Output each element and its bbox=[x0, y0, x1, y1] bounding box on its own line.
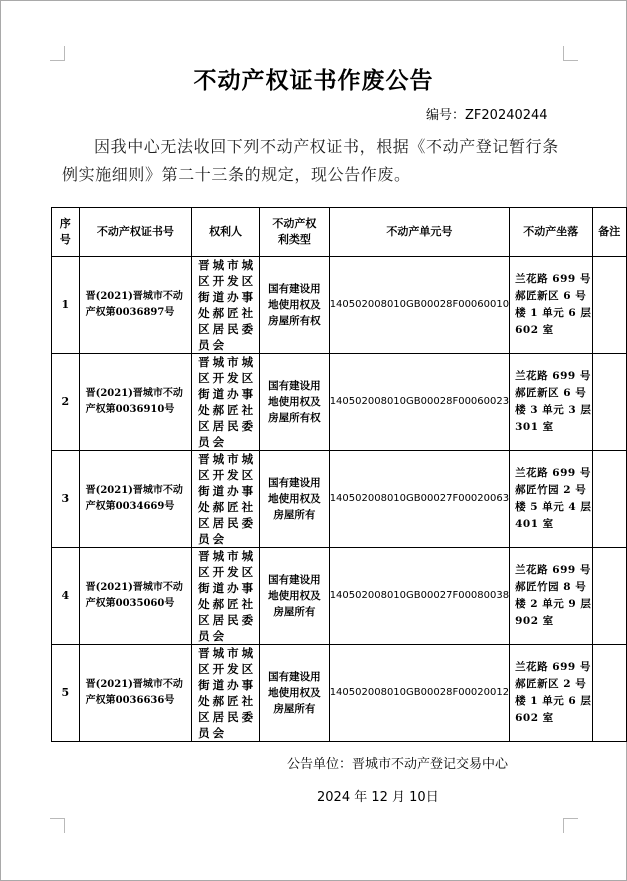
cell-seq: 2 bbox=[52, 354, 80, 451]
cell-unit-no: 140502008010GB00027F00080038 bbox=[329, 548, 509, 645]
crop-mark-top-right bbox=[563, 46, 578, 61]
document-number bbox=[426, 104, 548, 123]
cell-cert: 晋(2021)晋城市不动产权第0036910号 bbox=[79, 354, 192, 451]
issue-date: 2024 年 12 月 10日 bbox=[317, 790, 439, 805]
cell-cert: 晋(2021)晋城市不动产权第0036897号 bbox=[79, 257, 192, 354]
cell-unit-no: 140502008010GB00027F00020063 bbox=[329, 451, 509, 548]
table-header-row bbox=[52, 208, 627, 257]
table-row bbox=[52, 451, 627, 548]
cell-holder: 晋城市城区开发区街道办事处郝匠社区居民委员会 bbox=[192, 354, 260, 451]
cell-remark bbox=[592, 451, 627, 548]
cell-location: 兰花路 699 号郝匠新区 6 号楼 1 单元 6 层 602 室 bbox=[510, 257, 592, 354]
cell-right-type: 国有建设用地使用权及房屋所有权 bbox=[259, 257, 329, 354]
cell-holder: 晋城市城区开发区街道办事处郝匠社区居民委员会 bbox=[192, 548, 260, 645]
issuing-organization: 公告单位：晋城市不动产登记交易中心 bbox=[287, 757, 509, 772]
certificate-table bbox=[51, 207, 627, 742]
header-seq: 序号 bbox=[52, 208, 80, 257]
cell-holder: 晋城市城区开发区街道办事处郝匠社区居民委员会 bbox=[192, 451, 260, 548]
crop-mark-bottom-left bbox=[50, 818, 65, 833]
cell-seq: 1 bbox=[52, 257, 80, 354]
table-row bbox=[52, 645, 627, 742]
cell-right-type: 国有建设用地使用权及房屋所有 bbox=[259, 451, 329, 548]
cell-cert: 晋(2021)晋城市不动产权第0034669号 bbox=[79, 451, 192, 548]
cell-location: 兰花路 699 号郝匠新区 6 号楼 3 单元 3 层 301 室 bbox=[510, 354, 592, 451]
cell-cert: 晋(2021)晋城市不动产权第0036636号 bbox=[79, 645, 192, 742]
document-number-label: 编号： bbox=[426, 108, 466, 123]
cell-holder: 晋城市城区开发区街道办事处郝匠社区居民委员会 bbox=[192, 257, 260, 354]
header-remark: 备注 bbox=[592, 208, 627, 257]
cell-seq: 3 bbox=[52, 451, 80, 548]
cell-remark bbox=[592, 548, 627, 645]
cell-remark bbox=[592, 354, 627, 451]
cell-cert: 晋(2021)晋城市不动产权第0035060号 bbox=[79, 548, 192, 645]
document-number-value: ZF20240244 bbox=[465, 108, 548, 123]
cell-holder: 晋城市城区开发区街道办事处郝匠社区居民委员会 bbox=[192, 645, 260, 742]
cell-right-type: 国有建设用地使用权及房屋所有权 bbox=[259, 354, 329, 451]
cell-right-type: 国有建设用地使用权及房屋所有 bbox=[259, 645, 329, 742]
table-row bbox=[52, 257, 627, 354]
cell-right-type: 国有建设用地使用权及房屋所有 bbox=[259, 548, 329, 645]
table-row bbox=[52, 354, 627, 451]
cell-seq: 4 bbox=[52, 548, 80, 645]
page-title: 不动产权证书作废公告 bbox=[193, 68, 434, 94]
cell-location: 兰花路 699 号郝匠新区 2 号楼 1 单元 6 层 602 室 bbox=[510, 645, 592, 742]
cell-location: 兰花路 699 号郝匠竹园 2 号楼 5 单元 4 层 401 室 bbox=[510, 451, 592, 548]
header-holder: 权利人 bbox=[192, 208, 260, 257]
cell-unit-no: 140502008010GB00028F00060023 bbox=[329, 354, 509, 451]
cell-unit-no: 140502008010GB00028F00020012 bbox=[329, 645, 509, 742]
cell-location: 兰花路 699 号郝匠竹园 8 号楼 2 单元 9 层 902 室 bbox=[510, 548, 592, 645]
cell-seq: 5 bbox=[52, 645, 80, 742]
crop-mark-bottom-right bbox=[563, 818, 578, 833]
header-right-type: 不动产权利类型 bbox=[259, 208, 329, 257]
cell-remark bbox=[592, 645, 627, 742]
crop-mark-top-left bbox=[50, 46, 65, 61]
intro-paragraph: 因我中心无法收回下列不动产权证书，根据《不动产登记暂行条例实施细则》第二十三条的规定，现公告作废。 bbox=[62, 137, 559, 184]
cell-remark bbox=[592, 257, 627, 354]
table-row bbox=[52, 548, 627, 645]
header-unit-no: 不动产单元号 bbox=[329, 208, 509, 257]
header-cert: 不动产权证书号 bbox=[79, 208, 192, 257]
header-location: 不动产坐落 bbox=[510, 208, 592, 257]
cell-unit-no: 140502008010GB00028F00060010 bbox=[329, 257, 509, 354]
